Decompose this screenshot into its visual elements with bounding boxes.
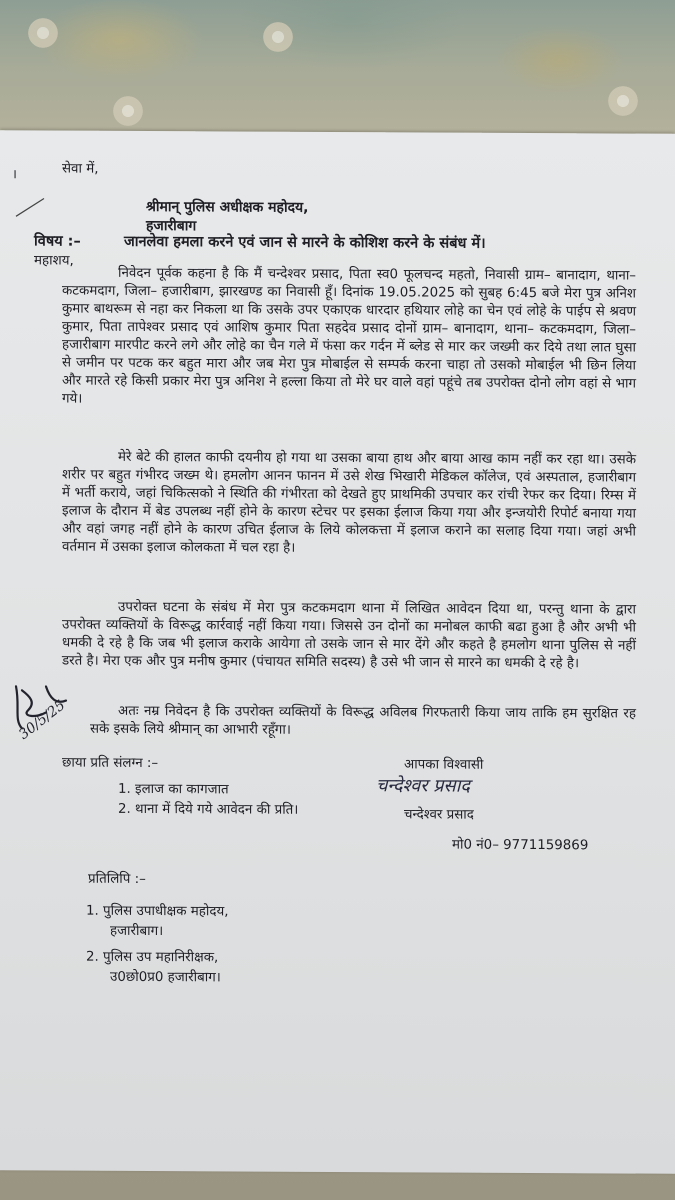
attachments-label: छाया प्रति संलग्न :– xyxy=(62,755,159,772)
attachment-item: 1. इलाज का कागजात xyxy=(118,781,229,798)
body-paragraph-3: उपरोक्त घटना के संबंध में मेरा पुत्र कटकमदाग थाना में लिखित आवेदन दिया था, परन्तु थाना के द्वारा उपरोक्त व्यक्तियों के विरूद्ध कार्रवाई नहीं किया गया। जिससे उन दोनों का मनोबल काफी बढा हुआ है और अभी भी धमकी दे रहे है कि जब भी इलाज कराके आयेगा तो उसके जान से मार देंगे और कहते है हमलोग थाना पुलिस से नहीं डरते है। मेरा एक और पुत्र मनीष कुमार (पंचायत समिति सदस्य) है उसे भी जान से मारने का धमकी दे रहे है। xyxy=(62,599,636,672)
body-paragraph-2: मेरे बेटे की हालत काफी दयनीय हो गया था उसका बाया हाथ और बाया आख काम नहीं कर रहा था। उसके शरीर पर बहुत गंभीरद जख्म थे। हमलोग आनन फानन में उसे शेख भिखारी मेडिकल कॉलेज, एवं अस्पताल, हजारीबाग में भर्ती कराये, जहां चिकित्सको ने स्थिति की गंभीरता को देखते हुए प्राथमिकी उपचार कर रांची रेफर कर दिया। रिम्स में इलाज के दौरान में बेड उपलब्ध नहीं होने के कारण स्टेचर पर इसका ईलाज किया गया और इन्जयोरी रिपोर्ट बनाया गया और वहां जगह नहीं होने के कारण उचित ईलाज के लिये कोलकत्ता में इलाज कराने का सलाह दिया गया। जहां अभी वर्तमान में उसका इलाज कोलकता में चल रहा है। xyxy=(62,449,636,556)
received-date-stamp: 30/5/25 xyxy=(16,697,69,743)
attachment-item: 2. थाना में दिये गये आवेदन की प्रति। xyxy=(118,801,299,818)
copy-item: 2. पुलिस उप महानिरीक्षक, xyxy=(86,949,219,966)
copy-item-city: उ0छो0प्र0 हजारीबाग। xyxy=(110,969,221,986)
copy-item-city: हजारीबाग। xyxy=(110,923,164,940)
fabric-flower-pattern xyxy=(105,88,151,134)
margin-pen-mark xyxy=(10,192,50,222)
recipient-title: श्रीमान् पुलिस अधीक्षक महोदय, xyxy=(146,198,309,216)
copy-label: प्रतिलिपि :– xyxy=(88,871,146,887)
subject-text: जानलेवा हमला करने एवं जान से मारने के कोशिश करने के संबंध में। xyxy=(124,233,486,252)
fabric-flower-pattern xyxy=(255,14,301,60)
letter-page xyxy=(0,130,675,1174)
copy-item: 1. पुलिस उपाधीक्षक महोदय, xyxy=(86,903,229,920)
margin-mark: । xyxy=(12,167,17,183)
handwritten-signature: चन्देश्वर प्रसाद xyxy=(376,775,470,797)
background-cloth xyxy=(0,0,675,150)
body-paragraph-4: अतः नम्र निवेदन है कि उपरोक्त व्यक्तियों के विरूद्ध अविलब गिरफतारी किया जाय ताकि हम सुरक्षित रह सके इसके लिये श्रीमान् का आभारी रहूँगा। xyxy=(90,703,636,738)
mobile-number: मो0 नं0– 9771159869 xyxy=(452,837,589,854)
subject-label: विषय :– xyxy=(34,233,81,250)
closing: आपका विश्वासी xyxy=(404,757,484,773)
body-paragraph-1: निवेदन पूर्वक कहना है कि मैं चन्देश्वर प्रसाद, पिता स्व0 फूलचन्द महतो, निवासी ग्राम– बानादाग, थाना– कटकमदाग, जिला– हजारीबाग, झारखण्ड का निवासी हूँ। दिनांक 19.05.2025 को सुबह 6:45 बजे मेरा पुत्र अनिश कुमार बाथरूम से नहा कर निकला था कि उसके उपर एकाएक धारदार हथियार लोहे का चेन एवं लोहे के पाईप से श्रवण कुमार, पिता तापेश्वर प्रसाद एवं आशिष कुमार पिता सहदेव प्रसाद दोनों ग्राम– बानादाग, थाना– कटकमदाग, जिला– हजारीबाग मारपीट करने लगे और लोहे का चैन गले में फंसा कर गर्दन में ब्लेड से मार कर जख्मी कर दिये तथा लात घुसा से जमीन पर पटक कर बहुत मारा और जब मेरा पुत्र मोबाईल से सम्पर्क करना चाहा तो उसको मोबाईल भी छिन लिया और मारते रहे किसी प्रकार मेरा पुत्र अनिश ने हल्ला किया तो मेरे घर वाले वहां पहूंचे तब उपरोक्त दोनो लोग वहां से भाग गये। xyxy=(62,265,636,407)
fabric-flower-pattern xyxy=(600,78,646,124)
salutation-to: सेवा में, xyxy=(62,161,99,177)
greeting: महाशय, xyxy=(34,253,74,269)
fabric-flower-pattern xyxy=(20,10,66,56)
recipient-city: हजारीबाग xyxy=(146,217,197,235)
signatory-name: चन्देश्वर प्रसाद xyxy=(404,807,474,823)
